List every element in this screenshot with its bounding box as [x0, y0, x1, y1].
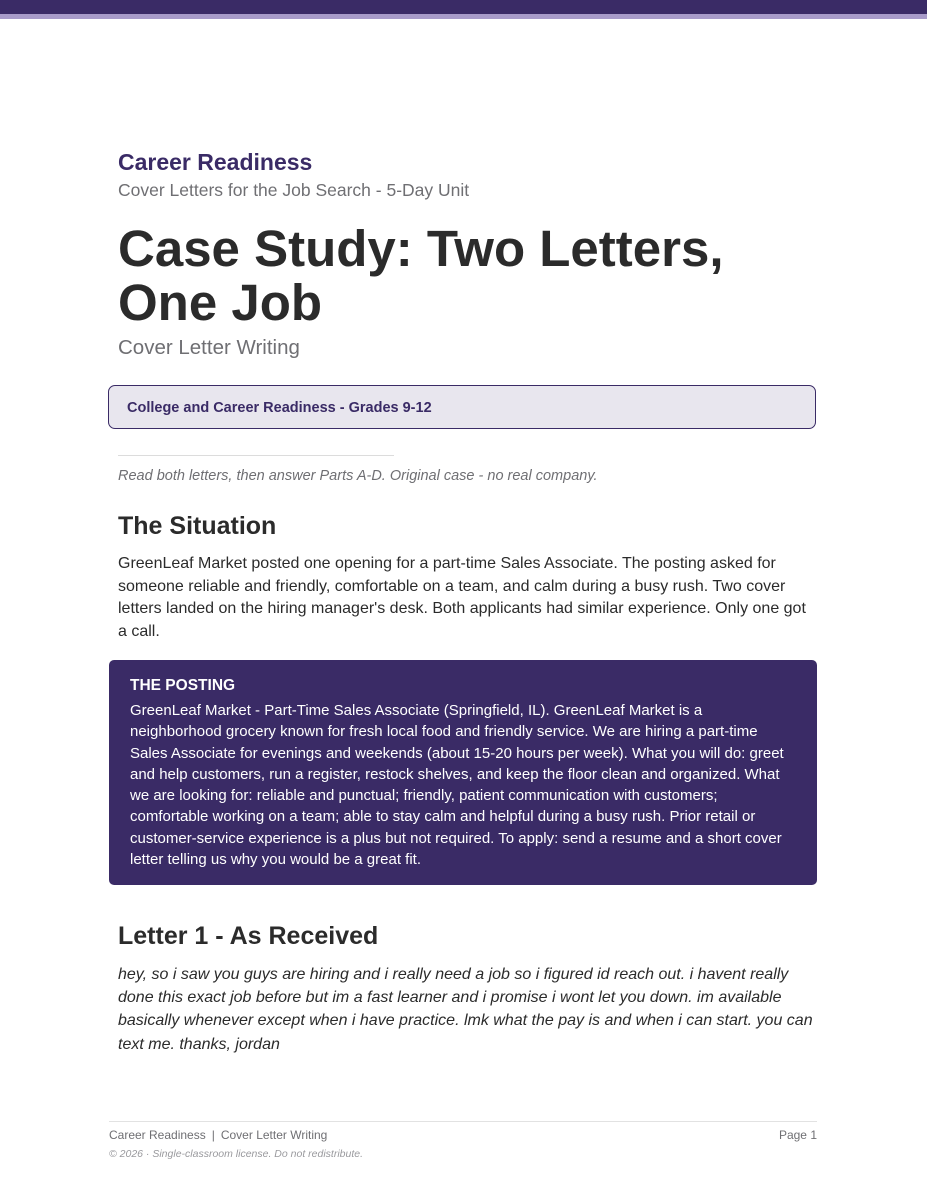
footer-course-info — [109, 1128, 327, 1142]
grade-band-label: College and Career Readiness - Grades 9-12 — [127, 400, 432, 416]
page-title: Case Study: Two Letters, One Job — [118, 220, 724, 331]
footer-divider — [109, 1121, 817, 1122]
section-divider — [118, 455, 394, 456]
situation-heading: The Situation — [118, 512, 277, 540]
posting-callout — [109, 660, 817, 885]
page-subtitle: Cover Letter Writing — [118, 336, 300, 359]
footer-page-number: Page 1 — [778, 1128, 817, 1142]
footer-copyright: © 2026 · Single-classroom license. Do not redistribute. — [109, 1148, 364, 1160]
situation-text: GreenLeaf Market posted one opening for a part-time Sales Associate. The posting asked for someone reliable and friendly, comfortable on a team, and calm during a busy rush. Two cover letters landed on the hiring manager's desk. Both applicants had similar experience. Only one got a call. — [118, 555, 806, 640]
top-banner-bar — [0, 0, 927, 14]
instructions-note: Read both letters, then answer Parts A-D. Original case - no real company. — [118, 468, 598, 484]
footer-lesson: Cover Letter Writing — [220, 1128, 328, 1142]
letter1-heading: Letter 1 - As Received — [118, 922, 379, 950]
posting-label: THE POSTING — [130, 677, 236, 694]
posting-text: GreenLeaf Market - Part-Time Sales Associate (Springfield, IL). GreenLeaf Market is a neighborhood grocery known for fresh local food and friendly service. We are hiring a part-time Sales Associate for evenings and weekends (about 15-20 hours per week). What you will do: greet and help customers, run a register, restock shelves, and keep the floor clean and organized. What we are looking for: reliable and punctual; friendly, patient communication with customers; comfortable working on a team; able to stay calm and helpful during a busy rush. Prior retail or customer-service experience is a plus but not required. To apply: send a resume and a short cover letter telling us why you would be a great fit. — [130, 702, 784, 869]
grade-band-box — [108, 385, 816, 429]
top-banner-accent — [0, 14, 927, 19]
unit-name: Cover Letters for the Job Search - 5-Day Unit — [118, 180, 470, 200]
footer-separator: | — [211, 1128, 215, 1142]
letter1-text: hey, so i saw you guys are hiring and i really need a job so i figured id reach out. i havent really done this exact job before but im a fast learner and i promise i wont let you down. im available basically whenever except when i have practice. lmk what the pay is and when i can start. you can text me. thanks, jordan — [118, 966, 813, 1053]
footer-course: Career Readiness — [109, 1128, 206, 1142]
course-name: Career Readiness — [118, 149, 313, 175]
